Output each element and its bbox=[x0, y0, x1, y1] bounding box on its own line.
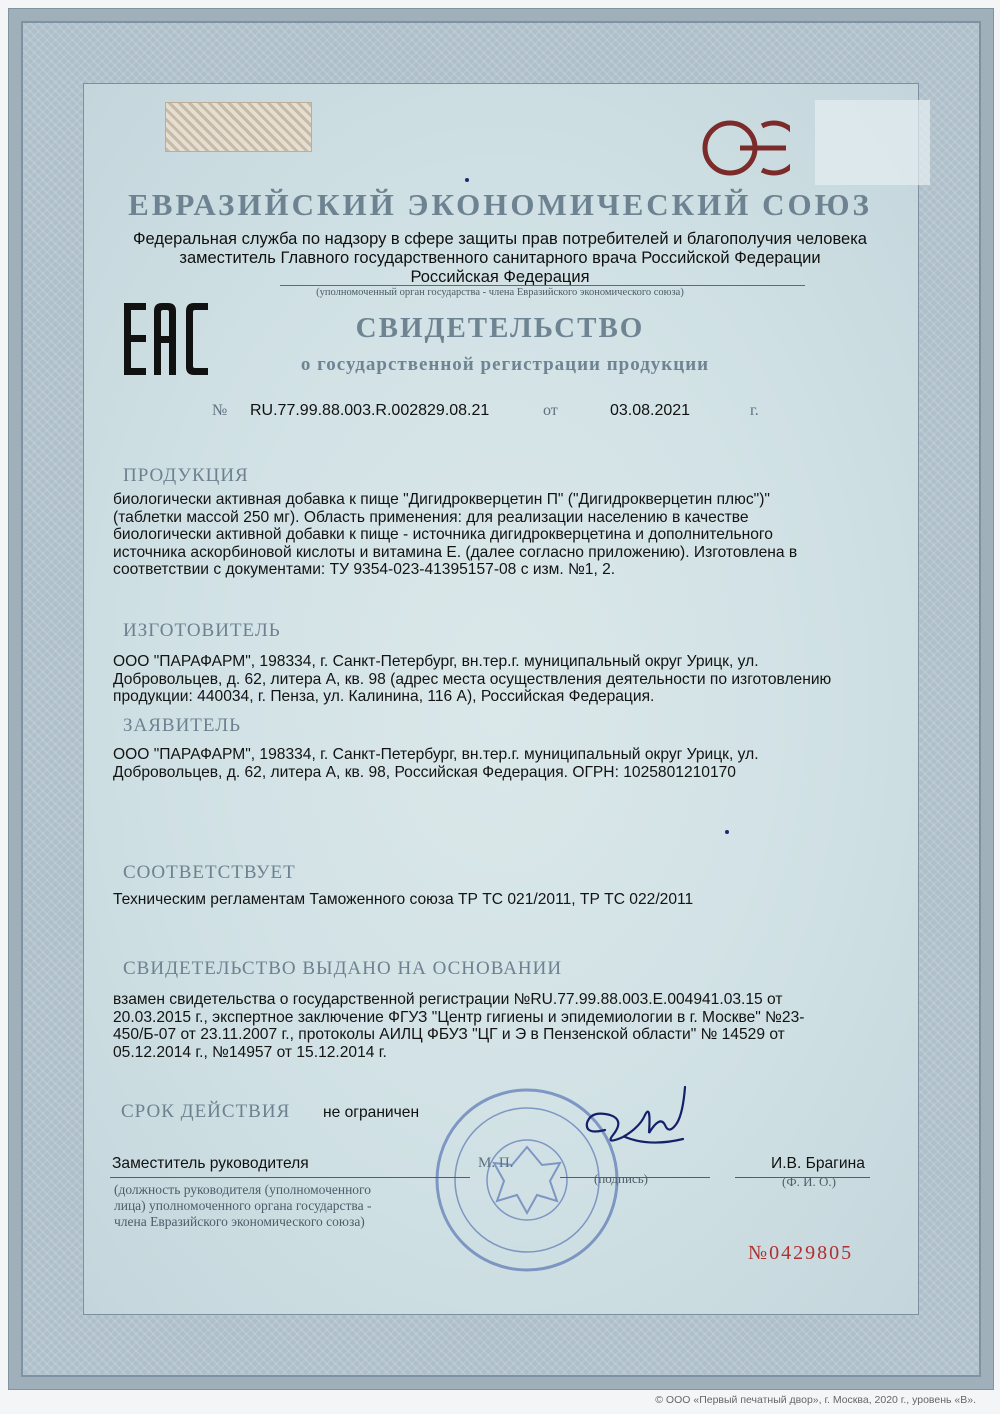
product-line: источника аскорбиновой кислоты и витамина Е. (далее согласно приложению). Изготовлена в bbox=[113, 543, 798, 561]
basis-heading: СВИДЕТЕЛЬСТВО ВЫДАНО НА ОСНОВАНИИ bbox=[123, 958, 563, 979]
date-label: от bbox=[543, 402, 558, 419]
applicant-line: ООО "ПАРАФАРМ", 198334, г. Санкт-Петербург, вн.тер.г. муниципальный округ Урицк, ул. bbox=[113, 746, 759, 763]
handwritten-signature-icon bbox=[565, 1075, 695, 1165]
authority-rule bbox=[280, 285, 805, 286]
applicant-text bbox=[113, 746, 873, 781]
blank-corner bbox=[815, 100, 930, 185]
conforms-heading: СООТВЕТСТВУЕТ bbox=[123, 862, 296, 883]
basis-line: 20.03.2015 г., экспертное заключение ФГУЗ "Центр гигиены и эпидемиологии в г. Москве" №23- bbox=[113, 1008, 805, 1026]
product-text bbox=[113, 491, 873, 579]
product-line: соответствии с документами: ТУ 9354-023-41395157-08 с изм. №1, 2. bbox=[113, 561, 616, 579]
product-heading: ПРОДУКЦИЯ bbox=[123, 465, 249, 486]
authority-line: заместитель Главного государственного санитарного врача Российской Федерации bbox=[179, 249, 821, 267]
seal-label: М. П. bbox=[478, 1155, 514, 1171]
conforms-text bbox=[113, 891, 873, 909]
authority-line: Российская Федерация bbox=[410, 268, 590, 286]
conforms-line: Техническим регламентам Таможенного союза ТР ТС 021/2011, ТР ТС 022/2011 bbox=[113, 891, 694, 908]
name-label: (Ф. И. О.) bbox=[782, 1174, 836, 1189]
authority-note: (уполномоченный орган государства - члена Евразийского экономического союза) bbox=[316, 287, 684, 298]
authority-line: Федеральная служба по надзору в сфере защиты прав потребителей и благополучия человека bbox=[133, 230, 867, 248]
number-label: № bbox=[212, 402, 228, 419]
printer-note: © ООО «Первый печатный двор», г. Москва, 2020 г., уровень «В». bbox=[655, 1394, 976, 1406]
position-note-line: лица) уполномоченного органа государства - bbox=[114, 1198, 372, 1213]
applicant-heading: ЗАЯВИТЕЛЬ bbox=[123, 715, 242, 736]
certificate-title: СВИДЕТЕЛЬСТВО bbox=[355, 312, 645, 344]
certificate-subtitle: о государственной регистрации продукции bbox=[300, 354, 710, 375]
manufacturer-text bbox=[113, 653, 873, 706]
ink-dot bbox=[465, 178, 469, 182]
manufacturer-heading: ИЗГОТОВИТЕЛЬ bbox=[123, 620, 281, 641]
position-note-line: (должность руководителя (уполномоченного bbox=[114, 1182, 372, 1197]
product-line: биологически активной добавки к пище - источника дигидрокверцетина и дополнительного bbox=[113, 526, 773, 544]
basis-line: 05.12.2014 г., №14957 от 15.12.2014 г. bbox=[113, 1043, 387, 1061]
position-rule bbox=[110, 1177, 470, 1178]
applicant-line: Добровольцев, д. 62, литера А, кв. 98, Российская Федерация. ОГРН: 1025801210170 bbox=[113, 763, 736, 781]
signatory-row bbox=[0, 1155, 1000, 1179]
product-line: биологически активная добавка к пище "Дигидрокверцетин П" ("Дигидрокверцетин плюс")" bbox=[113, 491, 770, 508]
serial-number: №0429805 bbox=[748, 1242, 854, 1264]
hologram-sticker bbox=[165, 102, 312, 152]
ink-dot bbox=[725, 830, 729, 834]
se-mark-icon bbox=[700, 118, 790, 178]
validity-value: не ограничен bbox=[323, 1104, 420, 1121]
registration-row bbox=[0, 402, 1000, 426]
basis-text bbox=[113, 991, 873, 1061]
union-title: ЕВРАЗИЙСКИЙ ЭКОНОМИЧЕСКИЙ СОЮЗ bbox=[128, 187, 872, 222]
validity-row bbox=[0, 1101, 1000, 1125]
signatory-position: Заместитель руководителя bbox=[112, 1155, 309, 1172]
manufacturer-line: продукции: 440034, г. Пенза, ул. Калинина, 116 А), Российская Федерация. bbox=[113, 688, 655, 706]
signatory-name: И.В. Брагина bbox=[771, 1155, 865, 1172]
signature-label: (подпись) bbox=[594, 1171, 648, 1186]
position-note-line: члена Евразийского экономического союза) bbox=[114, 1214, 365, 1229]
basis-line: 450/Б-07 от 23.11.2007 г., протоколы АИЛЦ ФБУЗ "ЦГ и Э в Пензенской области" № 14529 от bbox=[113, 1026, 785, 1044]
year-suffix: г. bbox=[750, 402, 759, 419]
basis-line: взамен свидетельства о государственной регистрации №RU.77.99.88.003.Е.004941.03.15 от bbox=[113, 991, 783, 1008]
product-line: (таблетки массой 250 мг). Область применения: для реализации населению в качестве bbox=[113, 508, 749, 526]
authority-block bbox=[100, 230, 900, 287]
validity-label: СРОК ДЕЙСТВИЯ bbox=[121, 1101, 291, 1122]
registration-date: 03.08.2021 bbox=[610, 402, 691, 419]
manufacturer-line: ООО "ПАРАФАРМ", 198334, г. Санкт-Петербург, вн.тер.г. муниципальный округ Урицк, ул. bbox=[113, 653, 759, 670]
position-note bbox=[114, 1182, 474, 1230]
registration-number: RU.77.99.88.003.R.002829.08.21 bbox=[250, 402, 490, 419]
manufacturer-line: Добровольцев, д. 62, литера А, кв. 98 (адрес места осуществления деятельности по изготовлению bbox=[113, 670, 832, 688]
